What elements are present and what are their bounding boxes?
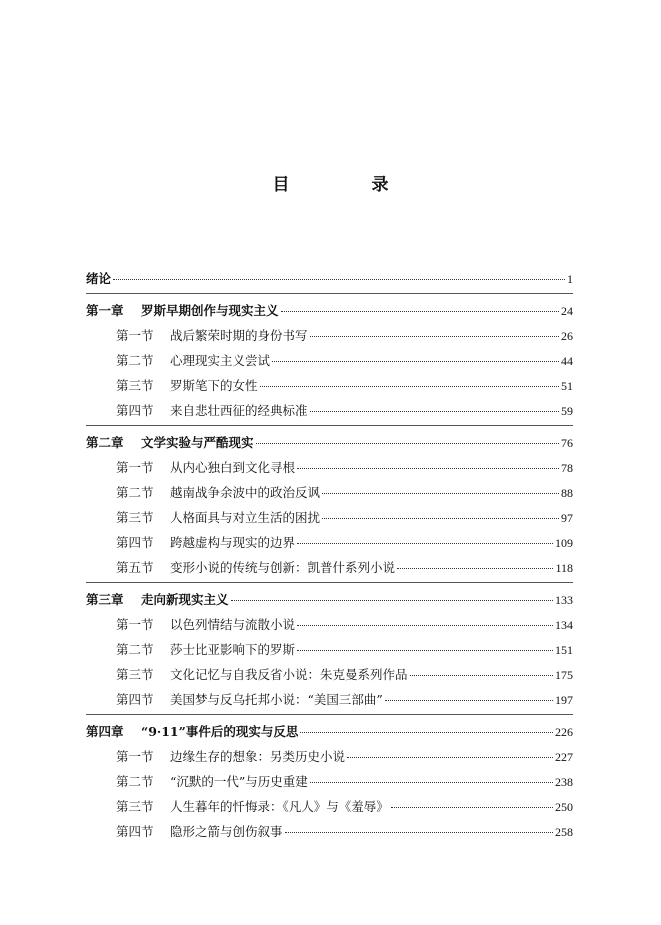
dot-leader — [297, 539, 553, 544]
dot-leader — [297, 621, 553, 626]
section-title: 以色列情结与流散小说 — [170, 617, 296, 632]
dot-leader — [310, 332, 559, 337]
toc-section-entry[interactable] — [86, 505, 573, 530]
section-title: 战后繁荣时期的身份书写 — [170, 328, 308, 343]
page-number: 197 — [555, 693, 573, 707]
page-number: 238 — [555, 775, 573, 789]
section-number: 第一节 — [116, 460, 154, 475]
dot-leader — [297, 646, 553, 651]
toc-entry-label — [116, 637, 295, 662]
section-title: 边缘生存的想象：另类历史小说 — [170, 749, 346, 764]
chapter-title: “9·11”事件后的现实与反思 — [141, 724, 299, 739]
section-number: 第四节 — [116, 692, 154, 707]
chapter-number: 第三章 — [86, 592, 124, 607]
toc-chapter-entry[interactable] — [86, 266, 573, 291]
page-number: 97 — [561, 511, 573, 525]
section-number: 第一节 — [116, 749, 154, 764]
dot-leader — [310, 407, 559, 412]
dot-leader — [391, 803, 553, 808]
page-number: 118 — [555, 561, 573, 575]
toc-section-entry[interactable] — [86, 687, 573, 712]
section-title: 变形小说的传统与创新：凯普什系列小说 — [170, 560, 396, 575]
toc-section-entry[interactable] — [86, 819, 573, 844]
chapter-title: 文学实验与严酷现实 — [141, 435, 254, 450]
dot-leader — [385, 696, 553, 701]
chapter-number: 第二章 — [86, 435, 124, 450]
section-number: 第二节 — [116, 642, 154, 657]
dot-leader — [281, 307, 559, 312]
page-number: 134 — [555, 618, 573, 632]
section-number: 第二节 — [116, 774, 154, 789]
toc-section-entry[interactable] — [86, 794, 573, 819]
toc-chapter-entry[interactable] — [86, 430, 573, 455]
section-title: 隐形之箭与创伤叙事 — [170, 824, 283, 839]
section-number: 第五节 — [116, 560, 154, 575]
page-number: 1 — [567, 272, 573, 286]
toc-section-entry[interactable] — [86, 612, 573, 637]
dot-leader — [272, 357, 559, 362]
page-number: 44 — [561, 354, 573, 368]
dot-leader — [231, 596, 553, 601]
toc-entry-label — [116, 555, 395, 580]
page-number: 227 — [555, 750, 573, 764]
toc-entry-label — [116, 455, 295, 480]
toc-entry-label — [86, 298, 279, 323]
dot-leader — [347, 753, 553, 758]
section-number: 第二节 — [116, 353, 154, 368]
section-title: 莎士比亚影响下的罗斯 — [170, 642, 296, 657]
section-title: “沉默的一代”与历史重建 — [170, 774, 308, 789]
dot-leader — [322, 489, 559, 494]
toc-entry-label — [116, 662, 408, 687]
page-number: 59 — [561, 404, 573, 418]
page-number: 76 — [561, 436, 573, 450]
dot-leader — [410, 671, 553, 676]
toc-section-entry[interactable] — [86, 637, 573, 662]
toc-entry-label — [116, 398, 308, 423]
toc-section-entry[interactable] — [86, 480, 573, 505]
page-number: 26 — [561, 329, 573, 343]
section-title: 从内心独白到文化寻根 — [170, 460, 296, 475]
section-number: 第三节 — [116, 378, 154, 393]
toc-section-entry[interactable] — [86, 555, 573, 580]
dot-leader — [256, 439, 559, 444]
dot-leader — [310, 778, 553, 783]
toc-chapter-entry[interactable] — [86, 587, 573, 612]
section-number: 第一节 — [116, 617, 154, 632]
toc-entry-label — [116, 687, 383, 712]
page-number: 151 — [555, 643, 573, 657]
section-number: 第二节 — [116, 485, 154, 500]
chapter-divider — [86, 425, 573, 426]
toc-entry-label — [86, 266, 111, 291]
page-number: 175 — [555, 668, 573, 682]
chapter-divider — [86, 293, 573, 294]
toc-entry-label — [116, 373, 258, 398]
page-number: 88 — [561, 486, 573, 500]
toc-entry-label — [86, 430, 254, 455]
toc-entry-label — [116, 530, 295, 555]
chapter-title: 罗斯早期创作与现实主义 — [141, 303, 279, 318]
toc-entry-label — [86, 719, 298, 744]
dot-leader — [300, 728, 553, 733]
toc-entry-label — [116, 744, 345, 769]
section-title: 来自悲壮西征的经典标准 — [170, 403, 308, 418]
section-title: 心理现实主义尝试 — [170, 353, 271, 368]
toc-entry-label — [86, 587, 229, 612]
section-title: 文化记忆与自我反省小说：朱克曼系列作品 — [170, 667, 408, 682]
page-title: 目 录 — [272, 175, 427, 195]
section-title: 美国梦与反乌托邦小说：“美国三部曲” — [170, 692, 383, 707]
page-number: 24 — [561, 304, 573, 318]
toc-section-entry[interactable] — [86, 348, 573, 373]
toc-entry-label — [116, 819, 283, 844]
toc-chapter-entry[interactable] — [86, 298, 573, 323]
toc-entry-label — [116, 323, 308, 348]
toc-section-entry[interactable] — [86, 530, 573, 555]
page-number: 250 — [555, 800, 573, 814]
section-number: 第三节 — [116, 510, 154, 525]
chapter-number: 第一章 — [86, 303, 124, 318]
toc-section-entry[interactable] — [86, 373, 573, 398]
page-number: 133 — [555, 593, 573, 607]
toc-entry-label — [116, 348, 270, 373]
section-number: 第四节 — [116, 535, 154, 550]
toc-section-entry[interactable] — [86, 398, 573, 423]
toc-entry-label — [116, 505, 320, 530]
section-number: 第三节 — [116, 799, 154, 814]
section-number: 第四节 — [116, 824, 154, 839]
toc-section-entry[interactable] — [86, 323, 573, 348]
chapter-divider — [86, 714, 573, 715]
toc-chapter-entry[interactable] — [86, 719, 573, 744]
section-number: 第三节 — [116, 667, 154, 682]
dot-leader — [397, 564, 553, 569]
toc-section-entry[interactable] — [86, 769, 573, 794]
section-title: 罗斯笔下的女性 — [170, 378, 258, 393]
section-number: 第四节 — [116, 403, 154, 418]
chapter-number: 第四章 — [86, 724, 124, 739]
chapter-title: 绪论 — [86, 271, 112, 286]
dot-leader — [285, 828, 553, 833]
toc-entry-label — [116, 794, 389, 819]
dot-leader — [113, 275, 565, 280]
page-number: 226 — [555, 725, 573, 739]
toc-entry-label — [116, 769, 308, 794]
table-of-contents — [86, 266, 573, 844]
toc-entry-label — [116, 480, 320, 505]
page-number: 258 — [555, 825, 573, 839]
section-title: 人格面具与对立生活的困扰 — [170, 510, 321, 525]
section-title: 跨越虚构与现实的边界 — [170, 535, 296, 550]
page-number: 51 — [561, 379, 573, 393]
section-title: 人生暮年的忏悔录：《凡人》与《羞辱》 — [170, 799, 389, 814]
chapter-divider — [86, 582, 573, 583]
section-number: 第一节 — [116, 328, 154, 343]
dot-leader — [260, 382, 559, 387]
toc-section-entry[interactable] — [86, 455, 573, 480]
page-number: 78 — [561, 461, 573, 475]
toc-section-entry[interactable] — [86, 744, 573, 769]
section-title: 越南战争余波中的政治反讽 — [170, 485, 321, 500]
chapter-title: 走向新现实主义 — [141, 592, 229, 607]
dot-leader — [297, 464, 559, 469]
toc-entry-label — [116, 612, 295, 637]
toc-section-entry[interactable] — [86, 662, 573, 687]
dot-leader — [322, 514, 559, 519]
page-number: 109 — [555, 536, 573, 550]
